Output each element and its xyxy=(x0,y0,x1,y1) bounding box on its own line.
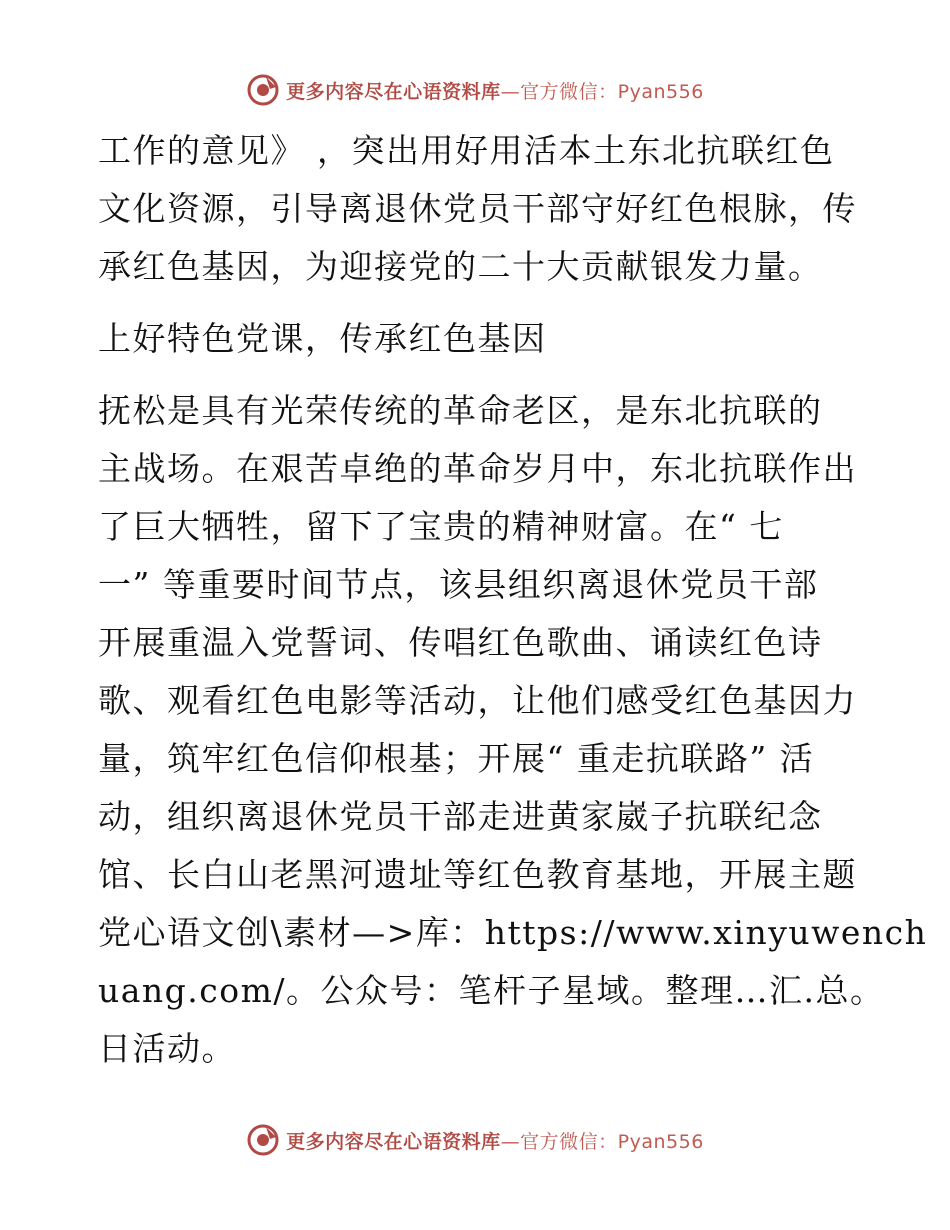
footer-brand: 更多内容尽在心语资料库 xyxy=(286,1130,501,1153)
header-separator: — xyxy=(500,80,521,103)
text-line: 工作的意见》 ，突出用好用活本土东北抗联红色 xyxy=(98,131,835,170)
footer-contact: 官方微信：Pyan556 xyxy=(520,1130,704,1153)
header-banner xyxy=(0,70,950,110)
text-line: 动，组织离退休党员干部走进黄家崴子抗联纪念 xyxy=(98,797,823,836)
footer-text xyxy=(286,1127,704,1154)
text-line: 馆、长白山老黑河遗址等红色教育基地，开展主题 xyxy=(98,855,857,894)
text-line: 开展重温入党誓词、传唱红色歌曲、诵读红色诗 xyxy=(98,623,823,662)
section-heading: 上好特色党课，传承红色基因 xyxy=(98,319,547,358)
text-line: 一” 等重要时间节点，该县组织离退休党员干部 xyxy=(98,565,819,604)
footer-separator: — xyxy=(500,1130,521,1153)
text-line: 了巨大牺牲，留下了宝贵的精神财富。在“ 七 xyxy=(98,507,784,546)
text-line: uang.com/。公众号：笔杆子星域。整理…汇.总。 xyxy=(98,971,885,1010)
text-line: 党心语文创\素材—>库：https://www.xinyuwench xyxy=(98,913,928,952)
text-line: 歌、观看红色电影等活动，让他们感受红色基因力 xyxy=(98,681,857,720)
text-line: 量，筑牢红色信仰根基；开展“ 重走抗联路” 活 xyxy=(98,739,815,778)
header-brand: 更多内容尽在心语资料库 xyxy=(286,80,501,103)
text-line: 承红色基因，为迎接党的二十大贡献银发力量。 xyxy=(98,247,823,286)
brand-logo-icon xyxy=(246,73,280,107)
text-line: 主战场。在艰苦卓绝的革命岁月中，东北抗联作出 xyxy=(98,449,857,488)
text-line: 日活动。 xyxy=(98,1029,236,1068)
text-line: 抚松是具有光荣传统的革命老区，是东北抗联的 xyxy=(98,391,823,430)
header-text xyxy=(286,77,704,104)
footer-banner xyxy=(0,1120,950,1160)
document-body xyxy=(98,122,928,1078)
text-line: 文化资源，引导离退休党员干部守好红色根脉，传 xyxy=(98,189,857,228)
header-contact: 官方微信：Pyan556 xyxy=(520,80,704,103)
brand-logo-icon xyxy=(246,1123,280,1157)
